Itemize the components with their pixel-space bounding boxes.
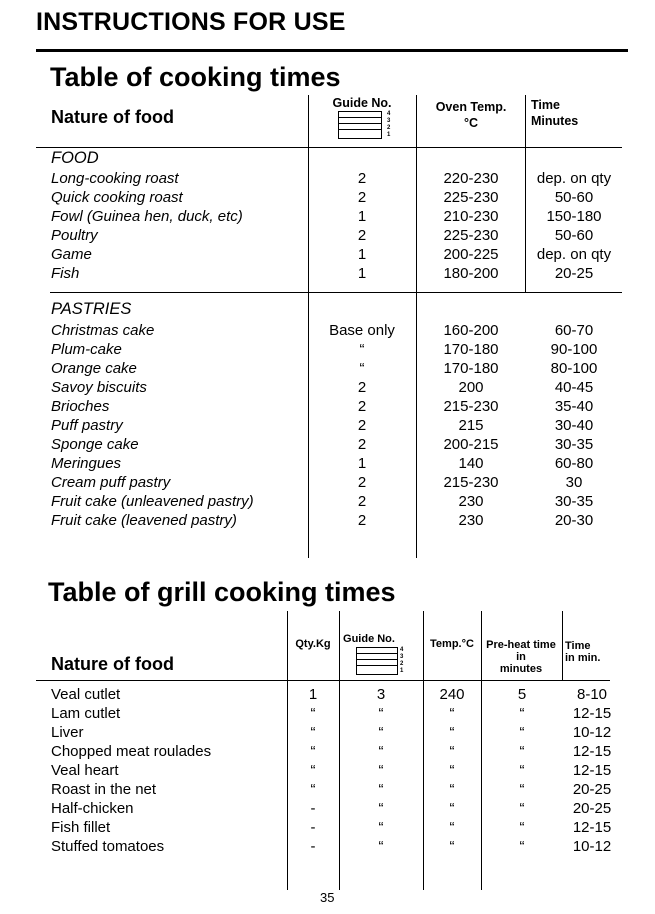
grill-row-qty: “ [310, 724, 316, 741]
grill-col-preheat: Pre-heat time in minutes [486, 639, 556, 675]
cooking-row-temp: 170-180 [443, 341, 499, 358]
grill-guide-level-numbers: 4 3 2 1 [400, 647, 404, 674]
grill-divider-time [562, 611, 563, 681]
cooking-row-guide: 1 [357, 455, 367, 472]
cooking-row-food: Meringues [51, 455, 122, 472]
grill-row-temp: “ [449, 800, 455, 817]
cooking-col-temp: Oven Temp. °C [435, 100, 507, 130]
cooking-row-food: Long-cooking roast [51, 170, 179, 187]
cooking-row-food: Cream puff pastry [51, 474, 171, 491]
grill-row-time: 10-12 [572, 724, 612, 741]
cooking-row-temp: 230 [458, 512, 484, 529]
cooking-row-guide: 1 [357, 208, 367, 225]
cooking-category-food: FOOD [51, 149, 99, 167]
cooking-row-guide: Base only [329, 322, 395, 339]
cooking-row-food: Christmas cake [51, 322, 155, 339]
cooking-row-temp: 225-230 [443, 189, 499, 206]
cooking-row-time: 30-40 [554, 417, 594, 434]
grill-row-food: Stuffed tomatoes [51, 838, 165, 855]
grill-col-qty: Qty.Kg [295, 638, 331, 650]
cooking-row-temp: 225-230 [443, 227, 499, 244]
cooking-row-guide: 1 [357, 246, 367, 263]
grill-row-time: 20-25 [572, 800, 612, 817]
grill-row-time: 12-15 [572, 819, 612, 836]
grill-row-guide: “ [378, 781, 384, 798]
cooking-row-food: Sponge cake [51, 436, 139, 453]
grill-row-preheat: “ [519, 762, 525, 779]
grill-row-preheat: “ [519, 781, 525, 798]
page-number: 35 [320, 890, 335, 905]
cooking-row-time: dep. on qty [536, 170, 612, 187]
cooking-row-food: Quick cooking roast [51, 189, 183, 206]
grill-row-temp: 240 [439, 686, 465, 703]
grill-row-time: 12-15 [572, 762, 612, 779]
grill-row-temp: “ [449, 724, 455, 741]
cooking-col-guide: Guide No. [332, 96, 392, 110]
grill-col-nature: Nature of food [51, 654, 174, 674]
cooking-row-food: Plum-cake [51, 341, 122, 358]
cooking-row-food: Fowl (Guinea hen, duck, etc) [51, 208, 243, 225]
cooking-row-time: 30 [565, 474, 583, 491]
cooking-row-food: Orange cake [51, 360, 137, 377]
cooking-guide-level-numbers: 4 3 2 1 [387, 111, 391, 138]
grill-table-title: Table of grill cooking times [48, 577, 396, 607]
grill-row-preheat: “ [519, 838, 525, 855]
cooking-row-temp: 170-180 [443, 360, 499, 377]
grill-row-time: 12-15 [572, 743, 612, 760]
grill-row-preheat: “ [519, 800, 525, 817]
grill-row-qty: “ [310, 743, 316, 760]
grill-row-preheat: “ [519, 724, 525, 741]
grill-row-qty: - [310, 838, 316, 855]
cooking-row-guide: 2 [357, 398, 367, 415]
cooking-row-temp: 215-230 [443, 398, 499, 415]
grill-row-preheat: “ [519, 743, 525, 760]
grill-row-time: 20-25 [572, 781, 612, 798]
cooking-row-guide: 2 [357, 474, 367, 491]
cooking-row-time: 30-35 [554, 493, 594, 510]
cooking-row-food: Game [51, 246, 92, 263]
grill-row-qty: - [310, 800, 316, 817]
grill-row-food: Liver [51, 724, 84, 741]
grill-row-guide: 3 [376, 686, 386, 703]
cooking-row-guide: 2 [357, 227, 367, 244]
grill-row-guide: “ [378, 743, 384, 760]
cooking-row-food: Poultry [51, 227, 98, 244]
grill-row-temp: “ [449, 762, 455, 779]
grill-row-guide: “ [378, 762, 384, 779]
grill-row-guide: “ [378, 800, 384, 817]
cooking-row-food: Brioches [51, 398, 110, 415]
cooking-row-guide: 2 [357, 436, 367, 453]
cooking-row-temp: 200-225 [443, 246, 499, 263]
cooking-row-guide: “ [359, 360, 365, 377]
cooking-row-temp: 160-200 [443, 322, 499, 339]
grill-row-qty: “ [310, 762, 316, 779]
cooking-row-guide: 2 [357, 493, 367, 510]
grill-row-time: 10-12 [572, 838, 612, 855]
grill-row-guide: “ [378, 819, 384, 836]
cooking-row-food: Fish [51, 265, 80, 282]
cooking-row-time: 60-80 [554, 455, 594, 472]
cooking-col-nature: Nature of food [51, 107, 174, 127]
cooking-row-temp: 230 [458, 493, 484, 510]
grill-col-time: Time in min. [565, 640, 601, 664]
grill-col-guide: Guide No. [343, 633, 395, 645]
cooking-row-guide: “ [359, 341, 365, 358]
cooking-row-time: 50-60 [554, 189, 594, 206]
grill-row-qty: - [310, 819, 316, 836]
cooking-row-time: 20-30 [554, 512, 594, 529]
cooking-row-temp: 210-230 [443, 208, 499, 225]
cooking-row-temp: 140 [458, 455, 484, 472]
grill-row-food: Veal cutlet [51, 686, 121, 703]
grill-row-food: Fish fillet [51, 819, 111, 836]
grill-header-rule [36, 680, 610, 681]
cooking-col-time: Time Minutes [531, 98, 579, 128]
grill-row-preheat: “ [519, 705, 525, 722]
grill-row-time: 8-10 [576, 686, 608, 703]
cooking-row-guide: 1 [357, 265, 367, 282]
grill-row-qty: “ [310, 705, 316, 722]
cooking-row-guide: 2 [357, 189, 367, 206]
grill-row-qty: 1 [308, 686, 318, 703]
grill-row-temp: “ [449, 838, 455, 855]
grill-row-temp: “ [449, 781, 455, 798]
cooking-divider-temp [416, 95, 417, 558]
grill-row-guide: “ [378, 838, 384, 855]
cooking-header-rule [36, 147, 622, 148]
grill-row-time: 12-15 [572, 705, 612, 722]
cooking-row-time: 50-60 [554, 227, 594, 244]
grill-row-preheat: 5 [517, 686, 527, 703]
grill-row-food: Roast in the net [51, 781, 157, 798]
cooking-row-guide: 2 [357, 379, 367, 396]
cooking-row-guide: 2 [357, 170, 367, 187]
cooking-row-time: 60-70 [554, 322, 594, 339]
cooking-divider-guide [308, 95, 309, 558]
cooking-row-temp: 215-230 [443, 474, 499, 491]
cooking-row-time: 20-25 [554, 265, 594, 282]
grill-row-food: Half-chicken [51, 800, 134, 817]
grill-row-temp: “ [449, 743, 455, 760]
grill-col-temp: Temp.°C [430, 638, 474, 650]
grill-guide-levels-icon [356, 647, 398, 675]
grill-row-qty: “ [310, 781, 316, 798]
cooking-row-time: 30-35 [554, 436, 594, 453]
grill-row-food: Chopped meat roulades [51, 743, 212, 760]
cooking-row-time: dep. on qty [536, 246, 612, 263]
cooking-row-temp: 215 [458, 417, 484, 434]
cooking-row-time: 150-180 [546, 208, 602, 225]
grill-row-food: Lam cutlet [51, 705, 121, 722]
grill-row-preheat: “ [519, 819, 525, 836]
grill-row-temp: “ [449, 705, 455, 722]
cooking-row-time: 40-45 [554, 379, 594, 396]
cooking-row-food: Savoy biscuits [51, 379, 147, 396]
grill-row-food: Veal heart [51, 762, 119, 779]
cooking-row-guide: 2 [357, 512, 367, 529]
cooking-row-temp: 180-200 [443, 265, 499, 282]
cooking-row-food: Fruit cake (unleavened pastry) [51, 493, 254, 510]
cooking-row-guide: 2 [357, 417, 367, 434]
cooking-section-rule [50, 292, 622, 293]
cooking-row-time: 80-100 [550, 360, 598, 377]
cooking-row-time: 90-100 [550, 341, 598, 358]
cooking-table-title: Table of cooking times [50, 62, 341, 92]
header-rule [36, 49, 628, 52]
cooking-row-temp: 200 [458, 379, 484, 396]
grill-row-temp: “ [449, 819, 455, 836]
cooking-guide-levels-icon [338, 111, 382, 139]
grill-row-guide: “ [378, 705, 384, 722]
grill-row-guide: “ [378, 724, 384, 741]
cooking-row-food: Fruit cake (leavened pastry) [51, 512, 237, 529]
cooking-row-time: 35-40 [554, 398, 594, 415]
cooking-row-food: Puff pastry [51, 417, 123, 434]
page-header-title: INSTRUCTIONS FOR USE [36, 8, 346, 36]
cooking-row-temp: 200-215 [443, 436, 499, 453]
cooking-row-temp: 220-230 [443, 170, 499, 187]
cooking-category-pastries: PASTRIES [51, 300, 132, 318]
